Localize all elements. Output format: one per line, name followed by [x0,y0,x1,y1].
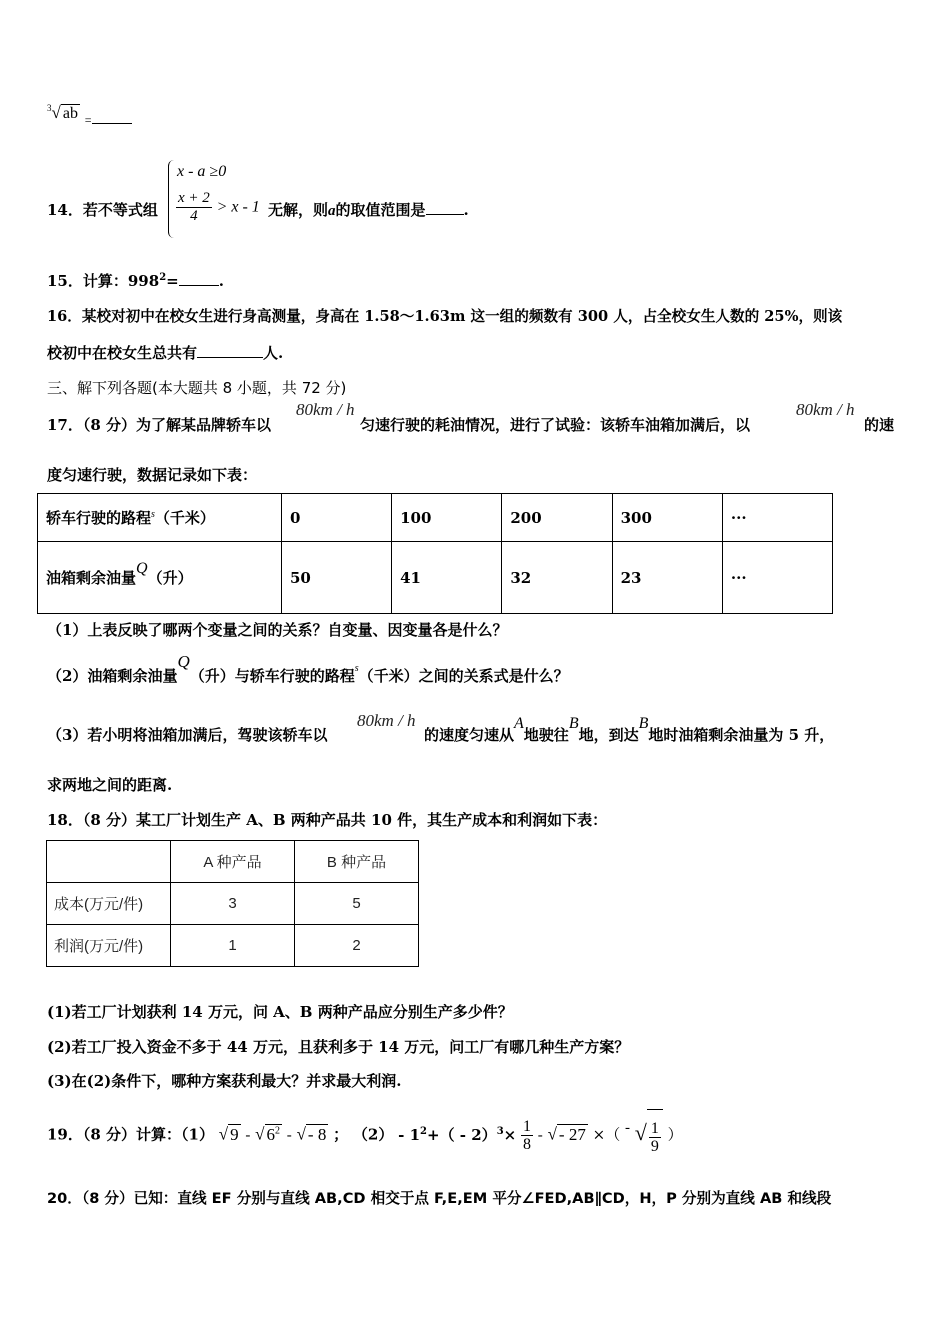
cost-profit-table [46,840,419,967]
table-cell: A 种产品 [171,841,295,883]
fraction: $\frac{x + 2}{4}$ [178,190,210,224]
data-table [37,493,833,614]
brace-icon [168,160,175,238]
q13-answer-line [47,103,132,127]
table-cell: 3 [171,883,295,925]
speed-unit: 80km / h [796,400,855,419]
table-cell: 23 [612,542,722,614]
section-heading: 三、解下列各题(本大题共 8 小题，共 72 分) [47,379,347,397]
table-cell: 轿车行驶的路程$^s$（千米） [38,494,282,542]
q17-sub3-b: 的速度匀速从A地驶往B地，到达B地时油箱剩余油量为 5 升， [424,715,835,744]
q14-question: 无解，则a的取值范围是 . [268,201,469,219]
equals-sign: = [84,113,92,127]
answer-blank [92,109,132,124]
q18-sub3: (3)在(2)条件下，哪种方案获利最大？并求最大利润. [47,1072,402,1090]
sqrt-expression: √ $6^2$ [255,1124,281,1144]
table-cell: ··· [722,542,832,614]
cbrt-expression: √ - 27 [547,1124,586,1144]
table-cell: ··· [722,494,832,542]
table-row [38,542,833,614]
fraction: $\frac{1}{8}$ [523,1118,532,1154]
q18-sub1: (1)若工厂计划获利 14 万元，问 A、B 两种产品应分别生产多少件？ [47,1003,513,1021]
table-cell: 41 [392,542,502,614]
q18-sub2: (2)若工厂投入资金不多于 44 万元，且获利多于 14 万元，问工厂有哪几种生产方案？ [47,1038,630,1056]
q17-p1: 17．（8 分）为了解某品牌轿车以 [47,416,272,434]
q15: 15．计算：$998^2=$ . [47,272,224,290]
table-row [47,841,419,883]
q17-line2: 度匀速行驶，数据记录如下表： [47,466,258,484]
q17-sub1: （1）上表反映了哪两个变量之间的关系？自变量、因变量各是什么？ [47,621,508,639]
q17-sub2: （2）油箱剩余油量Q（升）与轿车行驶的路程$^s$（千米）之间的关系式是什么？ [47,652,569,685]
q14-ineq-2: $\frac{x + 2}{4}$ > x - 1 [178,190,260,224]
radical-sign-icon: √ [51,103,61,122]
table-cell: 成本(万元/件) [47,883,171,925]
sqrt-expression: √ $\frac{1}{9}$ [635,1120,663,1145]
speed-unit: 80km / h [296,400,355,419]
table-cell: 油箱剩余油量Q（升） [38,542,282,614]
radicand: ab [62,105,78,122]
q17-p3: 的速 [864,416,895,434]
answer-blank [197,343,263,358]
answer-blank [426,200,464,215]
answer-blank [179,271,219,286]
fraction: $\frac{1}{9}$ [650,1119,659,1155]
table-cell: 利润(万元/件) [47,925,171,967]
table-cell: 200 [502,494,612,542]
q17-p2: 匀速行驶的耗油情况，进行了试验：该轿车油箱加满后，以 [360,416,751,434]
cbrt-expression: √ - 8 [296,1124,327,1144]
q19: 19．（8 分）计算：（1） √ 9 - √ $6^2$ - √ - 8 ； $(2) - 1^2+( - 2)^3\times$ $\frac{1}{8}$ - √ - 27 ×（ - √ $\frac{1}{9}$ ） [47,1106,683,1156]
table-cell: 0 [281,494,391,542]
table-cell [47,841,171,883]
q20: 20．（8 分）已知：直线 EF 分别与直线 AB,CD 相交于点 F,E,EM 平分∠FED,AB∥CD，H，P 分别为直线 AB 和线段 [47,1190,832,1207]
table-cell: 5 [295,883,419,925]
table-cell: B 种产品 [295,841,419,883]
table-cell: 100 [392,494,502,542]
speed-unit: 80km / h [357,711,416,730]
q17-sub3-a: （3）若小明将油箱加满后，驾驶该轿车以 [47,726,328,744]
table-row [47,883,419,925]
table-cell: 2 [295,925,419,967]
q16-line1: 16．某校对初中在校女生进行身高测量，身高在 1.58～1.63m 这一组的频数有 300 人，占全校女生人数的 25%，则该 [47,308,843,325]
q18-intro: 18．（8 分）某工厂计划生产 A、B 两种产品共 10 件，其生产成本和利润如下表： [47,811,608,829]
table-row [47,925,419,967]
table-cell: 50 [281,542,391,614]
sqrt-expression: √ 9 [218,1124,239,1144]
table-cell: 1 [171,925,295,967]
root-index: 3 [47,103,52,113]
q14-ineq-1: x - a ≥0 [177,163,227,180]
table-row [38,494,833,542]
q16-line2: 校初中在校女生总共有 人. [47,344,284,362]
table-cell: 300 [612,494,722,542]
table-cell: 32 [502,542,612,614]
q14-prefix: 14．若不等式组 [47,201,158,219]
q17-sub3-line2: 求两地之间的距离. [47,776,173,794]
